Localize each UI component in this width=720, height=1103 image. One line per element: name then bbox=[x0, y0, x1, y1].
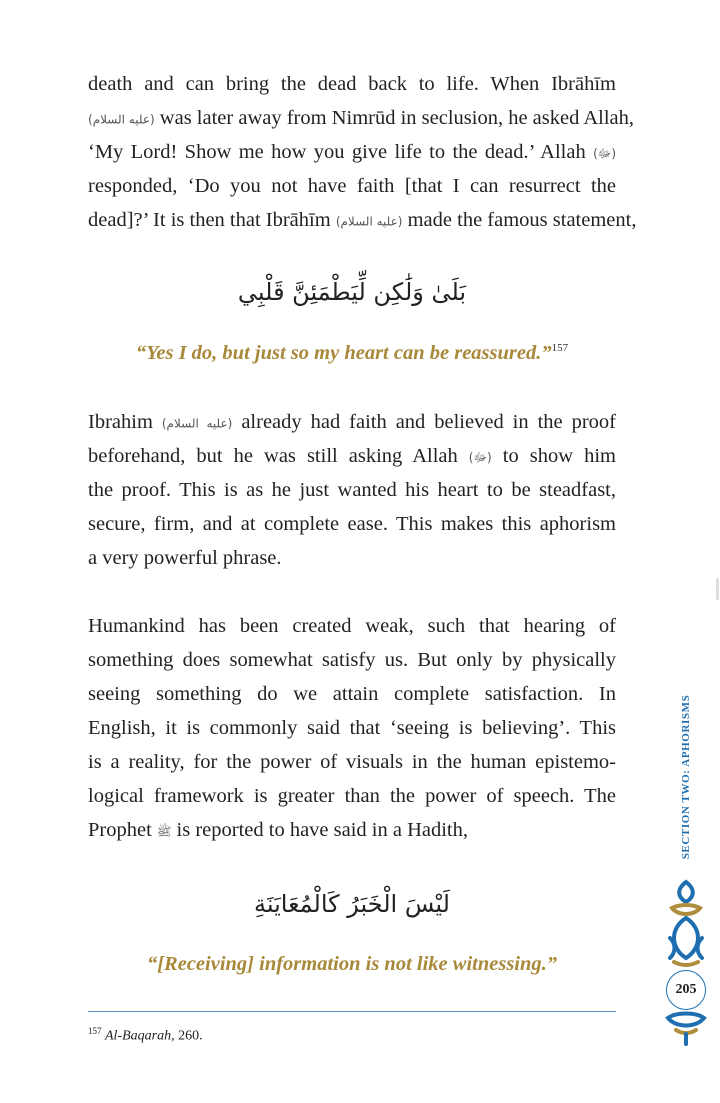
text: made the famous statement, bbox=[402, 209, 637, 231]
honorific-ibrahim-icon: (عليه السلام) bbox=[88, 112, 155, 127]
text: ‘My Lord! Show me how you give life to the dead.’ Allah bbox=[88, 141, 594, 163]
body-line: secure, firm, and at complete ease. This makes this aphorism bbox=[88, 513, 616, 535]
body-line: responded, ‘Do you not have faith [that I can resurrect the bbox=[88, 175, 616, 197]
body-line bbox=[88, 444, 616, 469]
body-line: something does somewhat satisfy us. But only by physically bbox=[88, 649, 616, 671]
body-line bbox=[88, 140, 616, 165]
arabic-verse: بَلَىٰ وَلَٰكِن لِّيَطْمَئِنَّ قَلْبِي bbox=[237, 278, 467, 306]
honorific-allah-icon: (ﷻ) bbox=[468, 450, 492, 465]
section-title: SECTION TWO: APHORISMS bbox=[680, 694, 692, 860]
footnote-divider bbox=[88, 1011, 616, 1012]
body-line: the proof. This is as he just wanted his heart to be steadfast, bbox=[88, 479, 616, 501]
arabic-hadith: لَيْسَ الْخَبَرُ كَالْمُعَايَنَةِ bbox=[254, 890, 450, 918]
footnote-ref-text: , 260. bbox=[171, 1028, 203, 1044]
body-line: a very powerful phrase. bbox=[88, 547, 282, 569]
footnote bbox=[88, 1026, 203, 1045]
footnote-number: 157 bbox=[88, 1026, 102, 1036]
body-line: English, it is commonly said that ‘seeing is believing’. This bbox=[88, 717, 616, 739]
ornament-icon bbox=[662, 878, 710, 1046]
body-line: seeing something do we attain complete satisfaction. In bbox=[88, 683, 616, 705]
honorific-ibrahim-icon: (عليه السلام) bbox=[161, 416, 233, 431]
body-line: logical framework is greater than the power of speech. The bbox=[88, 785, 616, 807]
body-line: Humankind has been created weak, such that hearing of bbox=[88, 615, 616, 637]
body-line bbox=[88, 410, 616, 435]
translation-quote: “[Receiving] information is not like witnessing.” bbox=[146, 953, 558, 975]
honorific-prophet-icon: ﷺ bbox=[156, 824, 172, 839]
body-line bbox=[88, 818, 616, 843]
body-line: is a reality, for the power of visuals in the human epistemo- bbox=[88, 751, 616, 773]
body-line bbox=[88, 208, 637, 233]
text: to show him bbox=[491, 445, 616, 467]
translation-quote bbox=[88, 342, 616, 365]
footnote-source: Al-Baqarah bbox=[105, 1028, 172, 1044]
honorific-allah-icon: (ﷻ) bbox=[593, 146, 616, 161]
footnote-ref[interactable]: 157 bbox=[551, 342, 569, 355]
text: is reported to have said in a Hadith, bbox=[171, 819, 469, 841]
text: beforehand, but he was still asking Allah bbox=[88, 445, 469, 467]
body-line bbox=[88, 106, 635, 131]
text: Prophet bbox=[88, 819, 157, 841]
quote-text: “Yes I do, but just so my heart can be reassured.” bbox=[135, 342, 552, 364]
section-label bbox=[676, 682, 696, 872]
text: was later away from Nimrūd in seclusion, he asked Allah, bbox=[154, 107, 635, 129]
honorific-ibrahim-icon: (عليه السلام) bbox=[335, 214, 403, 229]
page-edge-mark bbox=[716, 578, 719, 600]
text: dead]?’ It is then that Ibrāhīm bbox=[88, 209, 336, 231]
body-line: death and can bring the dead back to life. When Ibrāhīm bbox=[88, 73, 616, 95]
text: already had faith and believed in the proof bbox=[232, 411, 616, 433]
text: Ibrahim bbox=[88, 411, 162, 433]
page-number: 205 bbox=[666, 970, 706, 1010]
